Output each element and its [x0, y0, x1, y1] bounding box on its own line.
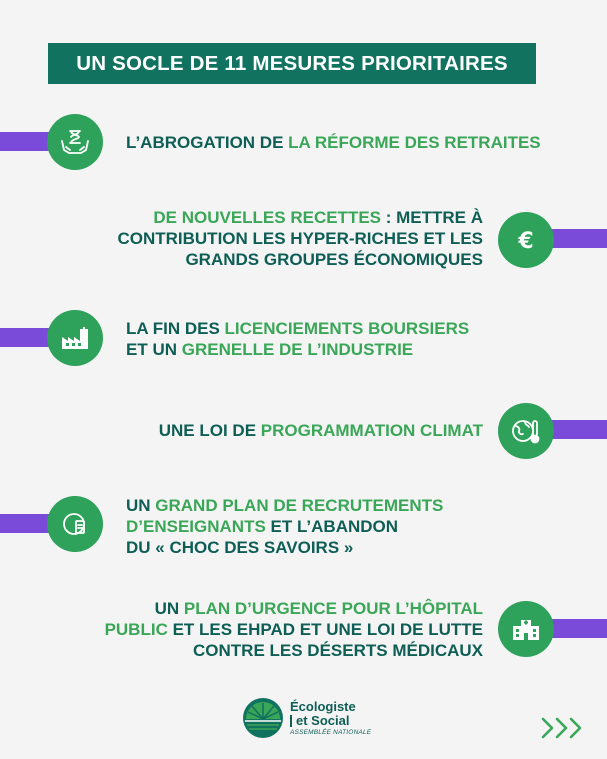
- circle-5: [47, 496, 103, 552]
- factory-icon: [58, 321, 92, 355]
- measure-2-line-2: CONTRIBUTION LES HYPER-RICHES ET LES: [117, 229, 483, 248]
- measure-3: [126, 318, 469, 360]
- measure-6-line-1: UN PLAN D’URGENCE POUR L’HÔPITAL: [154, 599, 483, 618]
- measure-5: [126, 495, 443, 558]
- measure-5-line-1: UN GRAND PLAN DE RECRUTEMENTS: [126, 496, 444, 515]
- euro-icon: [509, 223, 543, 257]
- measure-6-line-3: CONTRE LES DÉSERTS MÉDICAUX: [193, 641, 483, 660]
- chevrons-right-icon[interactable]: [540, 716, 586, 740]
- logo-line-1: Écologiste: [290, 698, 356, 714]
- sunrise-logo-icon: [242, 697, 284, 739]
- logo-line-2: et Social: [290, 714, 371, 728]
- education-icon: [58, 507, 92, 541]
- measure-3-line-2: ET UN GRENELLE DE L’INDUSTRIE: [126, 340, 414, 359]
- measure-6: [105, 598, 483, 661]
- measure-4-line-1: UNE LOI DE PROGRAMMATION CLIMAT: [158, 421, 483, 440]
- party-logo: [242, 697, 371, 739]
- measure-1-line-1: L’ABROGATION DE LA RÉFORME DES RETRAITES: [126, 133, 541, 152]
- page-title: UN SOCLE DE 11 MESURES PRIORITAIRES: [48, 43, 536, 84]
- logo-line-3: ASSEMBLÉE NATIONALE: [290, 728, 372, 736]
- circle-1: [47, 114, 103, 170]
- hourglass-hands-icon: [58, 125, 92, 159]
- measure-6-line-2: PUBLIC ET LES EHPAD ET UNE LOI DE LUTTE: [104, 620, 483, 639]
- measure-2-line-3: GRANDS GROUPES ÉCONOMIQUES: [185, 250, 483, 269]
- earth-thermometer-icon: [509, 414, 543, 448]
- measure-5-line-2: D’ENSEIGNANTS ET L’ABANDON: [126, 517, 399, 536]
- measure-5-line-3: DU « CHOC DES SAVOIRS »: [126, 538, 354, 557]
- measure-3-line-1: LA FIN DES LICENCIEMENTS BOURSIERS: [126, 319, 470, 338]
- measure-2-line-1: DE NOUVELLES RECETTES : METTRE À: [153, 208, 483, 227]
- measure-4: [159, 420, 483, 441]
- circle-3: [47, 310, 103, 366]
- measure-1: [126, 132, 541, 153]
- measure-2: [117, 207, 483, 270]
- circle-2: [498, 212, 554, 268]
- hospital-icon: [509, 612, 543, 646]
- svg-text:€: €: [518, 229, 534, 254]
- circle-6: [498, 601, 554, 657]
- circle-4: [498, 403, 554, 459]
